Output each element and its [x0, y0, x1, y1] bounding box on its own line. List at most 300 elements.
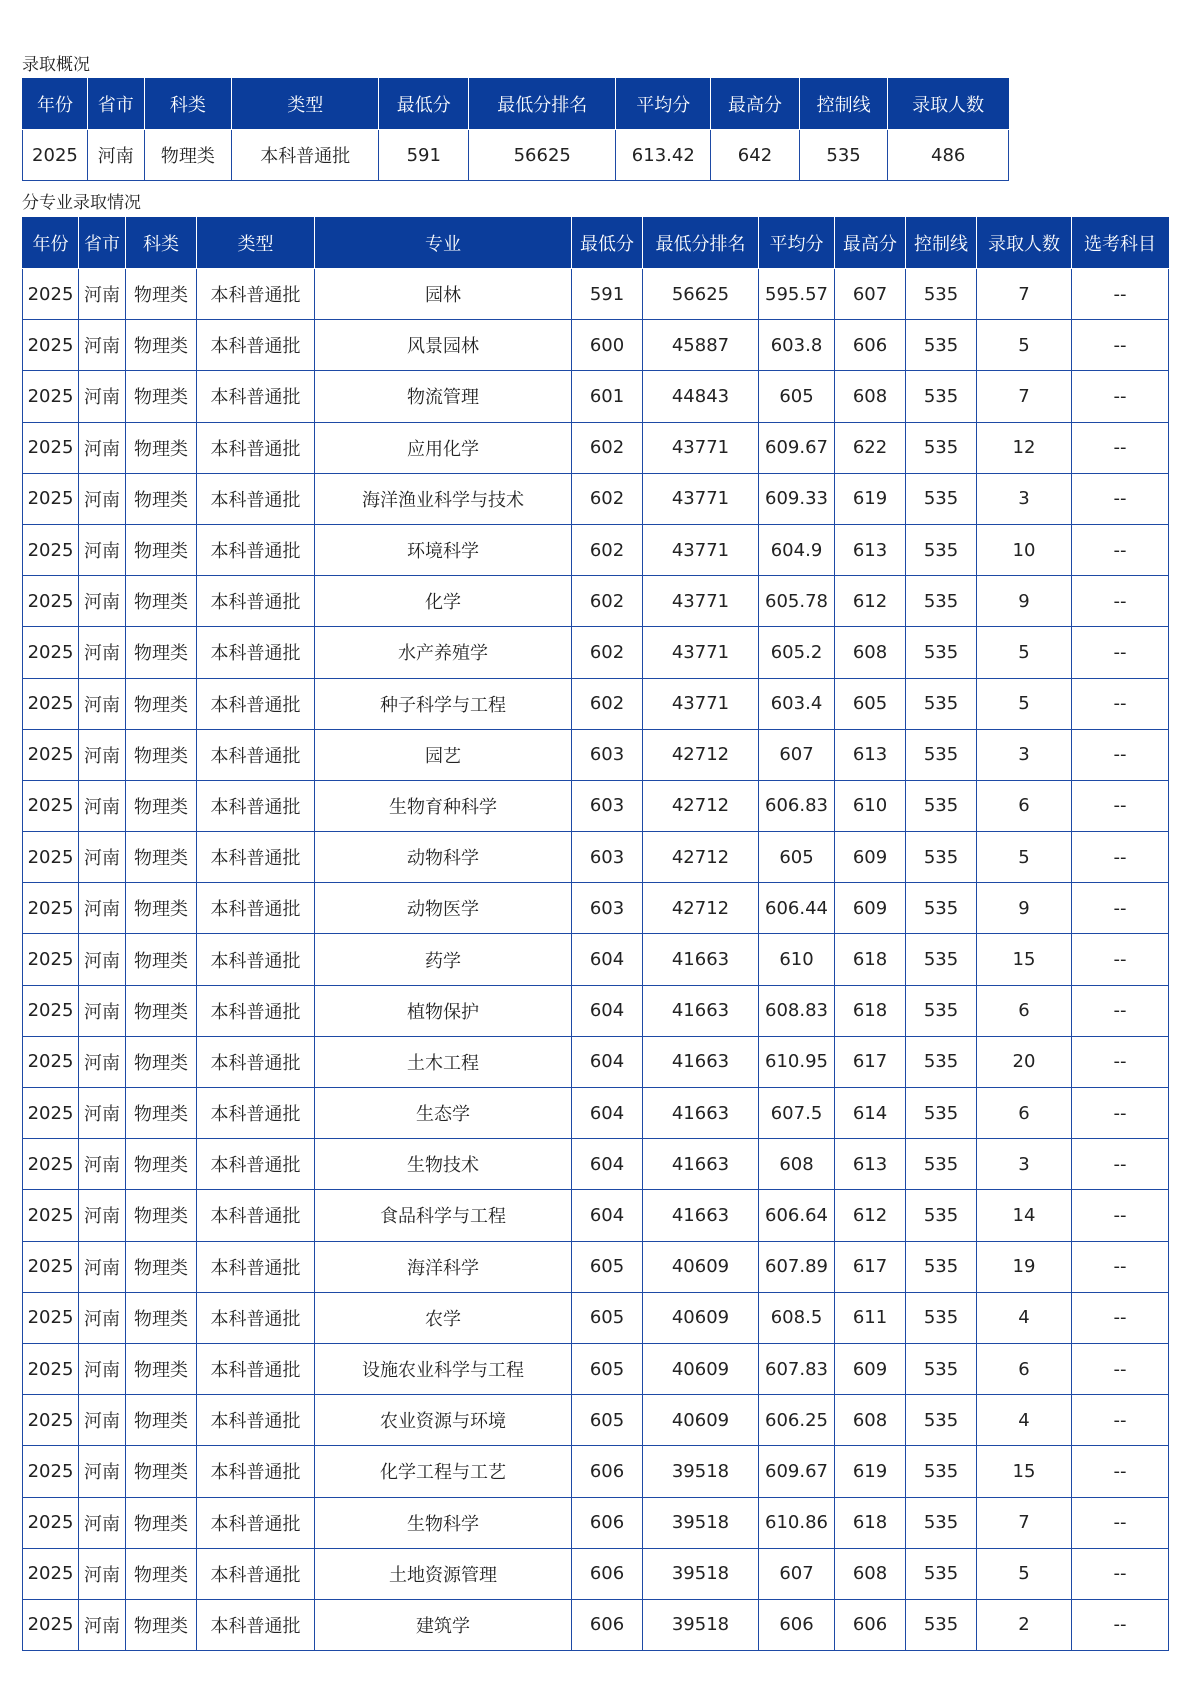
table-cell: 642	[711, 130, 800, 181]
table-cell: 3	[977, 1139, 1072, 1190]
table-cell: --	[1072, 269, 1169, 320]
table-cell: 本科普通批	[197, 1241, 315, 1292]
table-cell: --	[1072, 627, 1169, 678]
table-cell: 生物育种科学	[315, 780, 572, 831]
majors-column-header: 最低分排名	[643, 218, 759, 269]
table-cell: 本科普通批	[197, 1548, 315, 1599]
table-cell: 生物科学	[315, 1497, 572, 1548]
table-cell: 河南	[79, 678, 126, 729]
table-cell: 农学	[315, 1292, 572, 1343]
table-cell: 605	[835, 678, 906, 729]
table-cell: 风景园林	[315, 320, 572, 371]
table-cell: 物理类	[126, 1190, 197, 1241]
table-cell: 本科普通批	[197, 473, 315, 524]
table-cell: 本科普通批	[197, 1497, 315, 1548]
table-cell: 618	[835, 934, 906, 985]
table-cell: --	[1072, 1446, 1169, 1497]
table-row	[23, 1088, 1169, 1139]
table-cell: 613	[835, 1139, 906, 1190]
table-cell: 本科普通批	[197, 627, 315, 678]
table-cell: --	[1072, 473, 1169, 524]
table-cell: 535	[906, 473, 977, 524]
table-cell: 2025	[23, 269, 79, 320]
table-row	[23, 1292, 1169, 1343]
table-cell: 618	[835, 1497, 906, 1548]
table-cell: 600	[572, 320, 643, 371]
table-cell: 610	[759, 934, 835, 985]
table-cell: 6	[977, 780, 1072, 831]
table-cell: 植物保护	[315, 985, 572, 1036]
table-row	[23, 422, 1169, 473]
table-cell: 486	[888, 130, 1009, 181]
table-cell: 本科普通批	[197, 985, 315, 1036]
table-cell: 608.5	[759, 1292, 835, 1343]
major-admission-table	[22, 217, 1169, 1651]
table-cell: 生态学	[315, 1088, 572, 1139]
table-cell: 606	[572, 1497, 643, 1548]
table-cell: 2025	[23, 130, 88, 181]
majors-column-header: 年份	[23, 218, 79, 269]
table-cell: 607.5	[759, 1088, 835, 1139]
table-cell: 2025	[23, 473, 79, 524]
table-cell: 604	[572, 1139, 643, 1190]
table-cell: 物理类	[126, 883, 197, 934]
table-cell: 606	[572, 1446, 643, 1497]
table-cell: 土地资源管理	[315, 1548, 572, 1599]
table-cell: 河南	[79, 1139, 126, 1190]
table-cell: 物理类	[126, 678, 197, 729]
table-cell: 604.9	[759, 524, 835, 575]
table-cell: --	[1072, 1292, 1169, 1343]
table-cell: --	[1072, 934, 1169, 985]
table-cell: 535	[906, 1139, 977, 1190]
table-cell: 本科普通批	[197, 524, 315, 575]
table-cell: 607.83	[759, 1343, 835, 1394]
table-cell: 603	[572, 883, 643, 934]
table-cell: 6	[977, 1343, 1072, 1394]
table-cell: 606.44	[759, 883, 835, 934]
table-cell: 药学	[315, 934, 572, 985]
table-cell: 535	[906, 320, 977, 371]
table-cell: 5	[977, 627, 1072, 678]
table-cell: 604	[572, 934, 643, 985]
table-cell: 2025	[23, 576, 79, 627]
table-cell: 2025	[23, 1292, 79, 1343]
table-cell: 物理类	[126, 320, 197, 371]
admission-summary-table	[22, 78, 1009, 181]
table-row	[23, 729, 1169, 780]
table-cell: 610	[835, 780, 906, 831]
table-cell: 607.89	[759, 1241, 835, 1292]
table-cell: 43771	[643, 678, 759, 729]
table-cell: 本科普通批	[197, 883, 315, 934]
table-cell: 535	[906, 1548, 977, 1599]
table-cell: 物理类	[126, 524, 197, 575]
table-cell: 609.67	[759, 422, 835, 473]
majors-column-header: 省市	[79, 218, 126, 269]
table-cell: 609.33	[759, 473, 835, 524]
table-cell: 611	[835, 1292, 906, 1343]
table-cell: 建筑学	[315, 1599, 572, 1650]
table-cell: 本科普通批	[197, 371, 315, 422]
table-row	[23, 473, 1169, 524]
table-cell: 39518	[643, 1497, 759, 1548]
table-cell: 604	[572, 985, 643, 1036]
table-cell: 2025	[23, 320, 79, 371]
table-cell: 42712	[643, 883, 759, 934]
table-cell: --	[1072, 576, 1169, 627]
table-cell: 2025	[23, 1139, 79, 1190]
table-cell: 物理类	[126, 1497, 197, 1548]
table-cell: 食品科学与工程	[315, 1190, 572, 1241]
table-cell: 2025	[23, 1036, 79, 1087]
summary-column-header: 平均分	[616, 79, 711, 130]
table-cell: 602	[572, 678, 643, 729]
table-cell: 本科普通批	[197, 934, 315, 985]
table-cell: 613	[835, 729, 906, 780]
table-cell: 河南	[79, 1548, 126, 1599]
table-cell: 609.67	[759, 1446, 835, 1497]
table-row	[23, 780, 1169, 831]
table-cell: 42712	[643, 832, 759, 883]
table-cell: 610.95	[759, 1036, 835, 1087]
table-cell: 河南	[79, 780, 126, 831]
table-cell: 39518	[643, 1599, 759, 1650]
table-cell: 535	[906, 1497, 977, 1548]
table-cell: 608.83	[759, 985, 835, 1036]
table-cell: 41663	[643, 934, 759, 985]
table-cell: 本科普通批	[197, 1139, 315, 1190]
table-cell: 环境科学	[315, 524, 572, 575]
table-cell: --	[1072, 422, 1169, 473]
majors-header-row	[23, 218, 1169, 269]
table-cell: 本科普通批	[197, 832, 315, 883]
table-cell: 591	[572, 269, 643, 320]
table-cell: 605.2	[759, 627, 835, 678]
table-cell: 43771	[643, 473, 759, 524]
table-cell: --	[1072, 1190, 1169, 1241]
table-cell: --	[1072, 1497, 1169, 1548]
table-cell: 40609	[643, 1343, 759, 1394]
table-row	[23, 1036, 1169, 1087]
table-cell: 河南	[79, 422, 126, 473]
table-cell: 动物医学	[315, 883, 572, 934]
table-cell: 43771	[643, 524, 759, 575]
table-cell: 本科普通批	[232, 130, 379, 181]
table-cell: 6	[977, 985, 1072, 1036]
table-cell: 606	[572, 1548, 643, 1599]
table-cell: 43771	[643, 576, 759, 627]
majors-column-header: 科类	[126, 218, 197, 269]
table-cell: 河南	[79, 627, 126, 678]
table-cell: --	[1072, 1343, 1169, 1394]
table-cell: 43771	[643, 627, 759, 678]
table-cell: 3	[977, 473, 1072, 524]
table-cell: 605	[759, 371, 835, 422]
table-cell: 609	[835, 1343, 906, 1394]
table-cell: 物理类	[126, 371, 197, 422]
table-cell: 园林	[315, 269, 572, 320]
table-cell: 2025	[23, 1395, 79, 1446]
table-cell: 602	[572, 473, 643, 524]
table-cell: 603	[572, 832, 643, 883]
table-row	[23, 524, 1169, 575]
table-row	[23, 576, 1169, 627]
table-cell: 617	[835, 1036, 906, 1087]
table-cell: 物理类	[126, 1139, 197, 1190]
summary-body	[23, 130, 1009, 181]
table-cell: 物理类	[126, 1343, 197, 1394]
table-cell: --	[1072, 780, 1169, 831]
table-cell: 56625	[469, 130, 616, 181]
table-cell: 614	[835, 1088, 906, 1139]
table-cell: 535	[799, 130, 888, 181]
table-cell: 606	[572, 1599, 643, 1650]
table-cell: 607	[835, 269, 906, 320]
table-cell: 本科普通批	[197, 1343, 315, 1394]
table-cell: --	[1072, 1395, 1169, 1446]
table-cell: 605.78	[759, 576, 835, 627]
table-cell: 河南	[79, 473, 126, 524]
table-cell: 物理类	[126, 780, 197, 831]
table-cell: --	[1072, 320, 1169, 371]
table-cell: 43771	[643, 422, 759, 473]
majors-column-header: 最低分	[572, 218, 643, 269]
table-cell: 物理类	[126, 934, 197, 985]
table-cell: 7	[977, 269, 1072, 320]
summary-column-header: 科类	[144, 79, 232, 130]
table-cell: 河南	[79, 1497, 126, 1548]
majors-column-header: 最高分	[835, 218, 906, 269]
table-cell: 41663	[643, 985, 759, 1036]
table-cell: 595.57	[759, 269, 835, 320]
table-cell: 535	[906, 627, 977, 678]
table-cell: --	[1072, 1241, 1169, 1292]
table-cell: 40609	[643, 1241, 759, 1292]
summary-column-header: 类型	[232, 79, 379, 130]
table-cell: 河南	[79, 1088, 126, 1139]
table-cell: 河南	[79, 576, 126, 627]
table-cell: 12	[977, 422, 1072, 473]
table-row	[23, 130, 1009, 181]
summary-column-header: 最低分排名	[469, 79, 616, 130]
table-row	[23, 1139, 1169, 1190]
table-cell: 物理类	[126, 1446, 197, 1497]
table-cell: 41663	[643, 1088, 759, 1139]
table-cell: 河南	[79, 934, 126, 985]
table-cell: 15	[977, 934, 1072, 985]
table-cell: 物理类	[126, 1292, 197, 1343]
table-cell: --	[1072, 1036, 1169, 1087]
table-cell: 2	[977, 1599, 1072, 1650]
table-cell: 园艺	[315, 729, 572, 780]
table-cell: 601	[572, 371, 643, 422]
table-cell: 42712	[643, 729, 759, 780]
table-cell: 2025	[23, 1343, 79, 1394]
table-cell: 化学工程与工艺	[315, 1446, 572, 1497]
table-cell: 2025	[23, 627, 79, 678]
table-cell: 物理类	[126, 985, 197, 1036]
table-cell: 608	[759, 1139, 835, 1190]
table-cell: 535	[906, 422, 977, 473]
table-cell: 本科普通批	[197, 1036, 315, 1087]
table-cell: 物理类	[126, 729, 197, 780]
table-cell: 603.4	[759, 678, 835, 729]
majors-column-header: 专业	[315, 218, 572, 269]
table-cell: 612	[835, 576, 906, 627]
table-cell: 40609	[643, 1395, 759, 1446]
table-cell: 2025	[23, 1599, 79, 1650]
table-cell: 物理类	[126, 627, 197, 678]
table-cell: 603.8	[759, 320, 835, 371]
majors-column-header: 平均分	[759, 218, 835, 269]
table-cell: 6	[977, 1088, 1072, 1139]
table-cell: 物理类	[126, 576, 197, 627]
table-cell: 本科普通批	[197, 1599, 315, 1650]
table-cell: 602	[572, 576, 643, 627]
table-row	[23, 1343, 1169, 1394]
table-cell: 海洋渔业科学与技术	[315, 473, 572, 524]
table-cell: 物理类	[144, 130, 232, 181]
table-cell: 水产养殖学	[315, 627, 572, 678]
table-cell: 本科普通批	[197, 729, 315, 780]
table-row	[23, 320, 1169, 371]
table-cell: 种子科学与工程	[315, 678, 572, 729]
table-cell: 物理类	[126, 1036, 197, 1087]
table-cell: 535	[906, 883, 977, 934]
table-cell: 602	[572, 524, 643, 575]
table-cell: 535	[906, 371, 977, 422]
table-cell: --	[1072, 371, 1169, 422]
table-cell: 535	[906, 1036, 977, 1087]
majors-column-header: 控制线	[906, 218, 977, 269]
table-cell: 2025	[23, 1088, 79, 1139]
table-cell: 物理类	[126, 1395, 197, 1446]
table-cell: 535	[906, 934, 977, 985]
table-cell: 化学	[315, 576, 572, 627]
table-cell: 2025	[23, 985, 79, 1036]
summary-column-header: 年份	[23, 79, 88, 130]
table-cell: 2025	[23, 371, 79, 422]
table-cell: 605	[572, 1343, 643, 1394]
table-cell: 604	[572, 1190, 643, 1241]
table-cell: 608	[835, 627, 906, 678]
table-cell: 河南	[79, 371, 126, 422]
table-cell: 45887	[643, 320, 759, 371]
table-cell: 7	[977, 371, 1072, 422]
table-row	[23, 627, 1169, 678]
summary-section-title: 录取概况	[22, 55, 90, 75]
table-cell: 本科普通批	[197, 576, 315, 627]
table-cell: 2025	[23, 934, 79, 985]
table-cell: 本科普通批	[197, 1292, 315, 1343]
table-cell: 606.64	[759, 1190, 835, 1241]
table-cell: 河南	[79, 729, 126, 780]
table-cell: 本科普通批	[197, 780, 315, 831]
table-cell: --	[1072, 1139, 1169, 1190]
table-cell: 613.42	[616, 130, 711, 181]
table-row	[23, 832, 1169, 883]
table-cell: 农业资源与环境	[315, 1395, 572, 1446]
table-row	[23, 883, 1169, 934]
table-cell: 607	[759, 1548, 835, 1599]
table-cell: 2025	[23, 422, 79, 473]
table-cell: 535	[906, 832, 977, 883]
table-cell: 5	[977, 832, 1072, 883]
majors-column-header: 录取人数	[977, 218, 1072, 269]
summary-column-header: 最高分	[711, 79, 800, 130]
table-cell: 河南	[79, 1036, 126, 1087]
table-cell: 海洋科学	[315, 1241, 572, 1292]
majors-section-title: 分专业录取情况	[22, 193, 141, 213]
table-cell: 535	[906, 678, 977, 729]
table-cell: 河南	[79, 832, 126, 883]
table-cell: 河南	[79, 883, 126, 934]
table-cell: 535	[906, 269, 977, 320]
table-cell: 2025	[23, 1241, 79, 1292]
table-cell: 619	[835, 1446, 906, 1497]
table-cell: 603	[572, 729, 643, 780]
table-cell: 物流管理	[315, 371, 572, 422]
table-cell: 606.25	[759, 1395, 835, 1446]
table-cell: 535	[906, 1292, 977, 1343]
table-cell: 本科普通批	[197, 678, 315, 729]
table-cell: 39518	[643, 1548, 759, 1599]
summary-column-header: 最低分	[379, 79, 469, 130]
table-cell: 606	[835, 320, 906, 371]
table-cell: 608	[835, 1395, 906, 1446]
table-cell: 605	[572, 1395, 643, 1446]
table-cell: --	[1072, 1599, 1169, 1650]
summary-column-header: 省市	[87, 79, 144, 130]
table-cell: 河南	[79, 1292, 126, 1343]
table-cell: 本科普通批	[197, 320, 315, 371]
table-row	[23, 1446, 1169, 1497]
table-cell: 535	[906, 780, 977, 831]
majors-column-header: 类型	[197, 218, 315, 269]
table-cell: 19	[977, 1241, 1072, 1292]
table-cell: 应用化学	[315, 422, 572, 473]
table-cell: 河南	[79, 269, 126, 320]
table-row	[23, 1395, 1169, 1446]
table-cell: 612	[835, 1190, 906, 1241]
table-cell: 44843	[643, 371, 759, 422]
table-row	[23, 269, 1169, 320]
table-cell: 本科普通批	[197, 1395, 315, 1446]
table-cell: 618	[835, 985, 906, 1036]
table-cell: 河南	[79, 1241, 126, 1292]
table-cell: 604	[572, 1088, 643, 1139]
table-cell: 609	[835, 832, 906, 883]
summary-column-header: 控制线	[799, 79, 888, 130]
table-cell: --	[1072, 985, 1169, 1036]
table-cell: 608	[835, 1548, 906, 1599]
table-cell: 本科普通批	[197, 422, 315, 473]
table-cell: --	[1072, 524, 1169, 575]
table-cell: 物理类	[126, 1599, 197, 1650]
table-cell: 535	[906, 1343, 977, 1394]
table-cell: 物理类	[126, 473, 197, 524]
table-cell: 619	[835, 473, 906, 524]
table-cell: 物理类	[126, 269, 197, 320]
table-row	[23, 1548, 1169, 1599]
table-cell: 河南	[87, 130, 144, 181]
table-cell: 41663	[643, 1036, 759, 1087]
table-cell: 物理类	[126, 1241, 197, 1292]
table-cell: 42712	[643, 780, 759, 831]
table-cell: --	[1072, 832, 1169, 883]
table-cell: 土木工程	[315, 1036, 572, 1087]
